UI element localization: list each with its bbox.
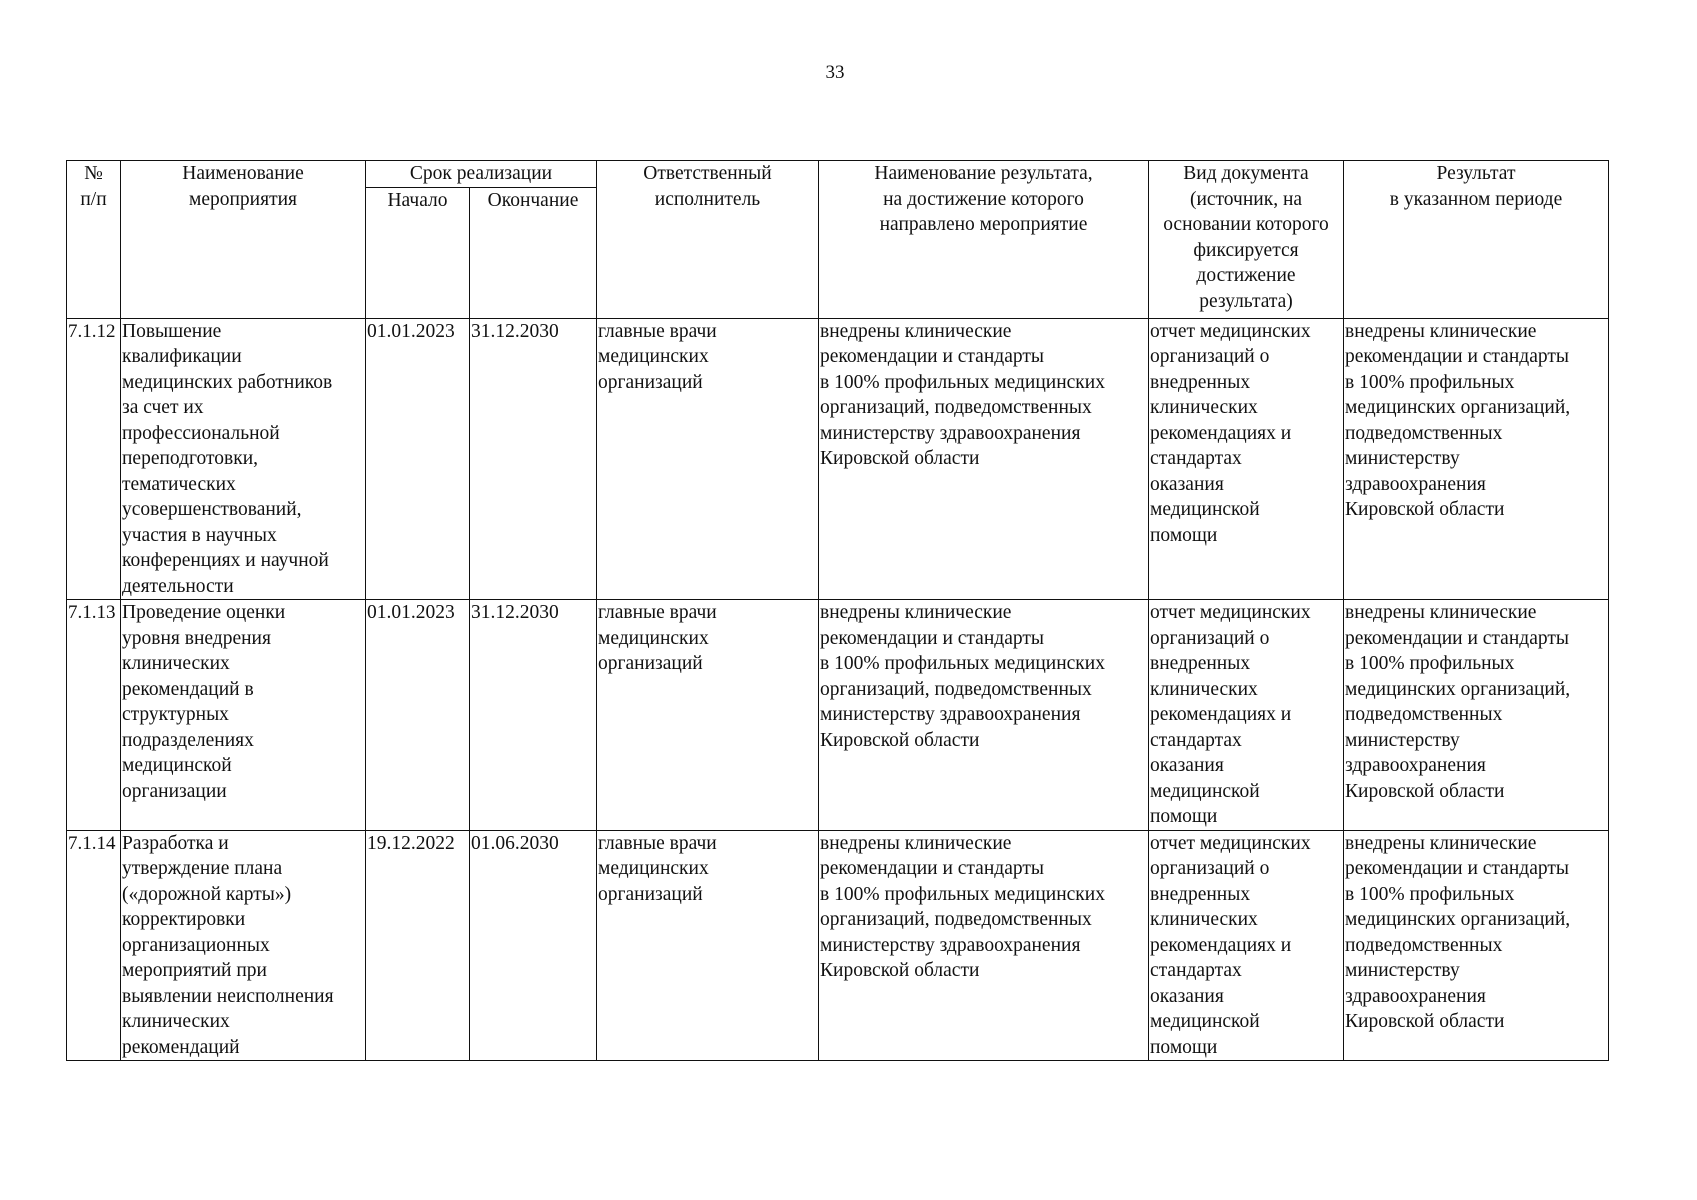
- header-result-name: Наименование результата, на достижение которого направлено мероприятие: [819, 161, 1149, 319]
- header-name: Наименование мероприятия: [121, 161, 366, 319]
- result-name: внедрены клинические рекомендации и стандарты в 100% профильных медицинских организаций, подведомственных министерству здравоохранения Кировской области: [819, 830, 1149, 1061]
- header-executor: Ответственный исполнитель: [597, 161, 819, 319]
- start-date: 01.01.2023: [366, 318, 470, 600]
- header-num: № п/п: [67, 161, 121, 319]
- row-number: 7.1.13: [67, 600, 121, 831]
- row-number: 7.1.14: [67, 830, 121, 1061]
- period-result: внедрены клинические рекомендации и стандарты в 100% профильных медицинских организаций, подведомственных министерству здравоохранения Кировской области: [1344, 318, 1609, 600]
- header-end: Окончание: [470, 187, 597, 318]
- executor: главные врачи медицинских организаций: [597, 600, 819, 831]
- activity-name: Разработка и утверждение плана («дорожной карты») корректировки организационных мероприятий при выявлении неисполнения клинических рекомендаций: [121, 830, 366, 1061]
- table-row: [67, 830, 1609, 1061]
- start-date: 01.01.2023: [366, 600, 470, 831]
- period-result: внедрены клинические рекомендации и стандарты в 100% профильных медицинских организаций, подведомственных министерству здравоохранения Кировской области: [1344, 830, 1609, 1061]
- executor: главные врачи медицинских организаций: [597, 318, 819, 600]
- activity-name: Проведение оценки уровня внедрения клинических рекомендаций в структурных подразделениях медицинской организации: [121, 600, 366, 831]
- table-header-row: [67, 161, 1609, 188]
- period-result: внедрены клинические рекомендации и стандарты в 100% профильных медицинских организаций, подведомственных министерству здравоохранения Кировской области: [1344, 600, 1609, 831]
- document-type: отчет медицинских организаций о внедренных клинических рекомендациях и стандартах оказания медицинской помощи: [1149, 830, 1344, 1061]
- header-start: Начало: [366, 187, 470, 318]
- header-period: Срок реализации: [366, 161, 597, 188]
- document-type: отчет медицинских организаций о внедренных клинических рекомендациях и стандартах оказания медицинской помощи: [1149, 318, 1344, 600]
- result-name: внедрены клинические рекомендации и стандарты в 100% профильных медицинских организаций, подведомственных министерству здравоохранения Кировской области: [819, 600, 1149, 831]
- header-doc-type: Вид документа (источник, на основании которого фиксируется достижение результата): [1149, 161, 1344, 319]
- table-row: [67, 318, 1609, 600]
- header-result: Результат в указанном периоде: [1344, 161, 1609, 319]
- document-type: отчет медицинских организаций о внедренных клинических рекомендациях и стандартах оказания медицинской помощи: [1149, 600, 1344, 831]
- end-date: 31.12.2030: [470, 600, 597, 831]
- page-number: 33: [825, 62, 845, 83]
- table-row: [67, 600, 1609, 831]
- result-name: внедрены клинические рекомендации и стандарты в 100% профильных медицинских организаций, подведомственных министерству здравоохранения Кировской области: [819, 318, 1149, 600]
- executor: главные врачи медицинских организаций: [597, 830, 819, 1061]
- end-date: 01.06.2030: [470, 830, 597, 1061]
- activities-table: [66, 160, 1609, 1061]
- activity-name: Повышение квалификации медицинских работников за счет их профессиональной переподготовки, тематических усовершенствований, участия в научных конференциях и научной деятельности: [121, 318, 366, 600]
- end-date: 31.12.2030: [470, 318, 597, 600]
- row-number: 7.1.12: [67, 318, 121, 600]
- start-date: 19.12.2022: [366, 830, 470, 1061]
